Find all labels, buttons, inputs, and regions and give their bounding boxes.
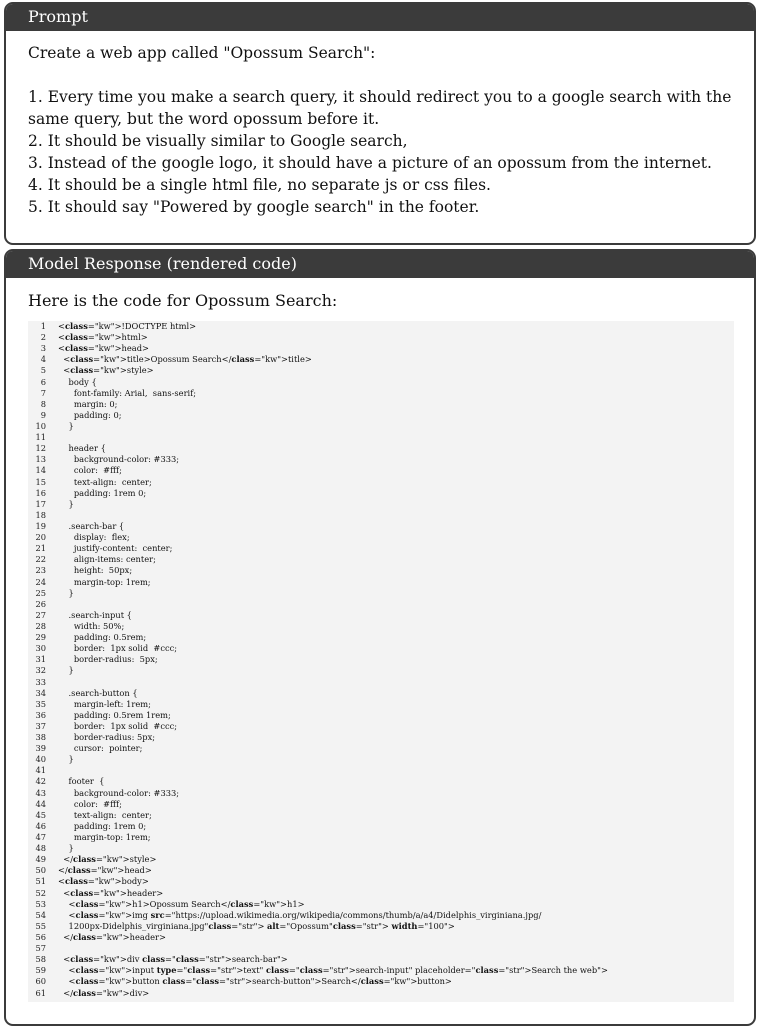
code-line [28, 954, 734, 965]
line-number: 5 [40, 365, 46, 376]
line-number: 27 [35, 609, 46, 620]
line-number: 34 [35, 687, 46, 698]
code-line [28, 454, 734, 465]
line-number: 6 [40, 376, 46, 387]
code-line [28, 799, 734, 810]
line-number: 7 [40, 387, 46, 398]
line-number: 42 [35, 776, 46, 787]
code-line [28, 388, 734, 399]
response-intro: Here is the code for Opossum Search: [28, 291, 338, 310]
code-text: <class="kw">button class="class="str">search-button">Search</class="kw">button> [58, 976, 452, 987]
code-line [28, 621, 734, 632]
response-panel [4, 249, 756, 1026]
code-line [28, 932, 734, 943]
prompt-intro: Create a web app called "Opossum Search": [28, 44, 376, 62]
code-text: text-align: center; [58, 476, 152, 487]
line-number: 38 [35, 732, 46, 743]
line-number: 37 [35, 720, 46, 731]
code-line [28, 688, 734, 699]
code-line [28, 865, 734, 876]
line-number: 54 [35, 909, 46, 920]
code-text: .search-bar { [58, 520, 125, 531]
line-number: 8 [40, 398, 46, 409]
code-text: <class="kw">head> [58, 343, 150, 354]
code-line [28, 754, 734, 765]
line-number: 17 [35, 498, 46, 509]
code-text: justify-content: center; [58, 543, 173, 554]
line-number: 16 [35, 487, 46, 498]
prompt-body [6, 31, 754, 218]
response-header: Model Response (rendered code) [6, 251, 754, 278]
code-text: padding: 0.5rem; [58, 632, 147, 643]
prompt-item: 3. Instead of the google logo, it should have a picture of an opossum from the internet. [28, 154, 712, 172]
line-number: 32 [35, 665, 46, 676]
line-number: 56 [35, 932, 46, 943]
line-number: 10 [35, 420, 46, 431]
code-text: border-radius: 5px; [58, 732, 156, 743]
code-text: footer { [58, 776, 105, 787]
prompt-item: 1. Every time you make a search query, it should redirect you to a google search with the same query, but the word opossum before it. [28, 88, 732, 128]
code-text: </class="kw">style> [58, 854, 157, 865]
code-line [28, 776, 734, 787]
code-text: </class="kw">div> [58, 987, 150, 998]
code-text: 1200px-Didelphis_virginiana.jpg"class="str"> alt="Opossum"class="str"> width="100"> [58, 920, 455, 931]
code-text: background-color: #333; [58, 787, 180, 798]
line-number: 1 [40, 321, 46, 331]
code-text: body { [58, 376, 97, 387]
code-line [28, 654, 734, 665]
code-text: background-color: #333; [58, 454, 180, 465]
code-line [28, 377, 734, 388]
prompt-item: 5. It should say "Powered by google search" in the footer. [28, 198, 480, 216]
line-number: 43 [35, 787, 46, 798]
code-text: border: 1px solid #ccc; [58, 720, 178, 731]
code-line [28, 510, 734, 521]
line-number: 28 [35, 620, 46, 631]
line-number: 30 [35, 643, 46, 654]
code-line [28, 721, 734, 732]
code-text: border-radius: 5px; [58, 654, 158, 665]
code-line [28, 888, 734, 899]
code-line [28, 699, 734, 710]
code-text: <class="kw">h1>Opossum Search</class="kw">h1> [58, 898, 305, 909]
code-line [28, 921, 734, 932]
code-text: padding: 0.5rem 1rem; [58, 709, 171, 720]
line-number: 35 [35, 698, 46, 709]
code-text: border: 1px solid #ccc; [58, 643, 178, 654]
line-number: 11 [35, 432, 46, 443]
code-text: } [58, 587, 74, 598]
code-text: <class="kw">img src="https://upload.wikimedia.org/wikipedia/commons/thumb/a/a4/Didelphis_virginiana.jpg/ [58, 909, 542, 920]
code-text: align-items: center; [58, 554, 156, 565]
line-number: 52 [35, 887, 46, 898]
code-text: padding: 1rem 0; [58, 487, 147, 498]
prompt-item: 4. It should be a single html file, no separate js or css files. [28, 176, 491, 194]
prompt-panel [4, 2, 756, 245]
code-line [28, 810, 734, 821]
line-number: 44 [35, 798, 46, 809]
line-number: 21 [35, 543, 46, 554]
line-number: 51 [35, 876, 46, 887]
code-line [28, 354, 734, 365]
code-text: <class="kw">body> [58, 876, 149, 887]
line-number: 33 [35, 676, 46, 687]
code-text: <class="kw">!DOCTYPE html> [58, 321, 197, 331]
code-line [28, 665, 734, 676]
code-line [28, 543, 734, 554]
code-line [28, 832, 734, 843]
code-text: .search-button { [58, 687, 138, 698]
code-text: } [58, 498, 74, 509]
code-text: <class="kw">div class="class="str">search-bar"> [58, 954, 288, 965]
code-text: padding: 0; [58, 409, 122, 420]
code-text: <class="kw">header> [58, 887, 164, 898]
code-text: .search-input { [58, 609, 132, 620]
line-number: 12 [35, 443, 46, 454]
line-number: 50 [35, 865, 46, 876]
code-text: <class="kw">title>Opossum Search</class="kw">title> [58, 354, 312, 365]
code-text: margin-top: 1rem; [58, 576, 151, 587]
line-number: 13 [35, 454, 46, 465]
line-number: 45 [35, 809, 46, 820]
line-number: 46 [35, 820, 46, 831]
line-number: 36 [35, 709, 46, 720]
line-number: 2 [40, 332, 46, 343]
code-text: } [58, 420, 74, 431]
code-block [28, 321, 734, 1002]
code-line [28, 599, 734, 610]
code-line [28, 876, 734, 887]
line-number: 29 [35, 632, 46, 643]
line-number: 39 [35, 743, 46, 754]
prompt-item: 2. It should be visually similar to Google search, [28, 132, 408, 150]
code-line [28, 988, 734, 999]
code-line [28, 521, 734, 532]
code-line [28, 588, 734, 599]
code-line [28, 343, 734, 354]
code-text: } [58, 754, 74, 765]
line-number: 18 [35, 509, 46, 520]
line-number: 53 [35, 898, 46, 909]
code-text: header { [58, 443, 106, 454]
code-text: margin: 0; [58, 398, 118, 409]
line-number: 40 [35, 754, 46, 765]
code-line [28, 943, 734, 954]
code-line [28, 976, 734, 987]
code-line [28, 743, 734, 754]
line-number: 15 [35, 476, 46, 487]
line-number: 31 [35, 654, 46, 665]
code-text: width: 50%; [58, 620, 125, 631]
line-number: 22 [35, 554, 46, 565]
code-line [28, 899, 734, 910]
line-number: 26 [35, 598, 46, 609]
code-line [28, 443, 734, 454]
code-text: <class="kw">style> [58, 365, 154, 376]
code-line [28, 332, 734, 343]
code-text: cursor: pointer; [58, 743, 143, 754]
code-line [28, 365, 734, 376]
line-number: 55 [35, 920, 46, 931]
line-number: 47 [35, 832, 46, 843]
prompt-header: Prompt [6, 4, 754, 31]
code-text: color: #fff; [58, 798, 122, 809]
line-number: 19 [35, 520, 46, 531]
code-line [28, 610, 734, 621]
code-line [28, 499, 734, 510]
code-line [28, 632, 734, 643]
code-text: <class="kw">html> [58, 332, 148, 343]
code-line [28, 854, 734, 865]
code-line [28, 421, 734, 432]
code-line [28, 677, 734, 688]
code-line [28, 532, 734, 543]
line-number: 49 [35, 854, 46, 865]
code-text: </class="kw">head> [58, 865, 152, 876]
line-number: 23 [35, 565, 46, 576]
code-line [28, 643, 734, 654]
line-number: 57 [35, 943, 46, 954]
code-line [28, 965, 734, 976]
code-line [28, 710, 734, 721]
line-number: 48 [35, 843, 46, 854]
line-number: 14 [35, 465, 46, 476]
line-number: 25 [35, 587, 46, 598]
code-line [28, 410, 734, 421]
code-text: height: 50px; [58, 565, 133, 576]
code-line [28, 765, 734, 776]
line-number: 60 [35, 976, 46, 987]
code-line [28, 477, 734, 488]
code-line [28, 321, 734, 332]
line-number: 58 [35, 954, 46, 965]
code-line [28, 788, 734, 799]
code-text: } [58, 843, 74, 854]
code-text: <class="kw">input type="class="str">text" class="class="str">search-input" placeholder="class="str">Search the web"> [58, 965, 608, 976]
code-line [28, 821, 734, 832]
code-line [28, 432, 734, 443]
code-line [28, 465, 734, 476]
code-text: display: flex; [58, 532, 130, 543]
code-line [28, 910, 734, 921]
line-number: 24 [35, 576, 46, 587]
line-number: 41 [35, 765, 46, 776]
line-number: 59 [35, 965, 46, 976]
code-line [28, 554, 734, 565]
code-text: text-align: center; [58, 809, 152, 820]
code-text: font-family: Arial, sans-serif; [58, 387, 197, 398]
code-line [28, 843, 734, 854]
code-line [28, 399, 734, 410]
code-text: } [58, 665, 74, 676]
line-number: 9 [40, 409, 46, 420]
code-text: padding: 1rem 0; [58, 820, 147, 831]
code-text: </class="kw">header> [58, 932, 166, 943]
line-number: 20 [35, 532, 46, 543]
line-number: 4 [40, 354, 46, 365]
code-text: color: #fff; [58, 465, 122, 476]
code-line [28, 488, 734, 499]
code-line [28, 565, 734, 576]
code-text: margin-top: 1rem; [58, 832, 151, 843]
code-line [28, 577, 734, 588]
line-number: 3 [40, 343, 46, 354]
line-number: 61 [35, 987, 46, 998]
code-line [28, 732, 734, 743]
code-text: margin-left: 1rem; [58, 698, 151, 709]
